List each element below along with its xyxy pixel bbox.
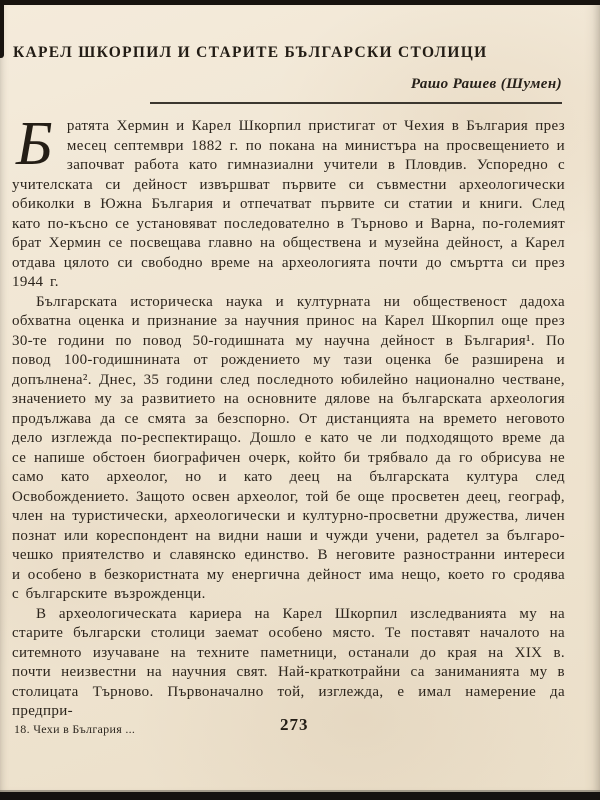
scan-edge-top-left xyxy=(0,0,4,58)
author-byline: Рашо Рашев (Шумен) xyxy=(410,76,562,92)
paragraph-3: В археологическата кариера на Карел Шкорпил изследванията му на старите български столици заемат особено място. Те поставят началото на ситемното изучаване на техните паметници, останали до края на XIX в. почти неизвестни на научния свят. Най-краткотрайни са заниманията му в столицата Търново. Първоначално той, изглежда, е имал намерение да предпри- xyxy=(12,605,565,719)
scan-edge-bottom xyxy=(0,792,600,800)
paragraph-2: Българската историческа наука и културната ни общественост дадоха обхватна оценка и признание за научния принос на Карел Шкорпил още през 30-те години по повод 50-годишната му научна дейност в България¹. По повод 100-годишнината от рождението му тази оценка бе разширена и допълнена². Днес, 35 години след последното юбилейно национално честване, значението му за развитието на основните дялове на българската археология продължава да се смята за безспорно. От дистанцията на времето неговото дело изглежда по-респектиращо. Дошло е като че ли подходящото време да се напише обстоен биографичен очерк, който би трябвало да го обрисува не само като археолог, но и като деец на българската култура след Освобождението. Защото освен археолог, той бе още просветен деец, географ, член на туристически, археологически и културно-просветни дружества, личен познат или кореспондент на видни наши и чужди учени, радетел за българо-чешко приятелство и славянско единство. В неговите разностранни интереси и особено в безкористната му енергична дейност има нещо, което го сродява с българските възрожденци. xyxy=(12,293,565,602)
paragraph-1 xyxy=(12,110,565,293)
drop-cap: Б xyxy=(16,110,53,178)
author-underline-rule xyxy=(150,102,562,104)
footer-signature-note: 18. Чехи в България ... xyxy=(14,722,136,736)
article-body xyxy=(12,110,565,722)
scan-edge-top xyxy=(0,0,600,5)
paragraph-1-text: ратята Хермин и Карел Шкорпил пристигат от Чехия в България през месец септември 1882 г. по покана на министъра на просвещението и започват работа като гимназиални учители в Пловдив. Успоредно с учителската си дейност извършват първите си съвместни археологически обиколки в Южна България и отпечатват първите си статии и книги. След като по-късно се установяват последователно в Търново и Варна, по-големият брат Хермин се посвещава главно на обществена и музейна дейност, а Карел отдава цялото си свободно време на археологията почти до смъртта си през 1944 г. xyxy=(12,118,565,290)
page-title: КАРЕЛ ШКОРПИЛ И СТАРИТЕ БЪЛГАРСКИ СТОЛИЦИ xyxy=(13,44,488,61)
page-number: 273 xyxy=(280,715,309,734)
